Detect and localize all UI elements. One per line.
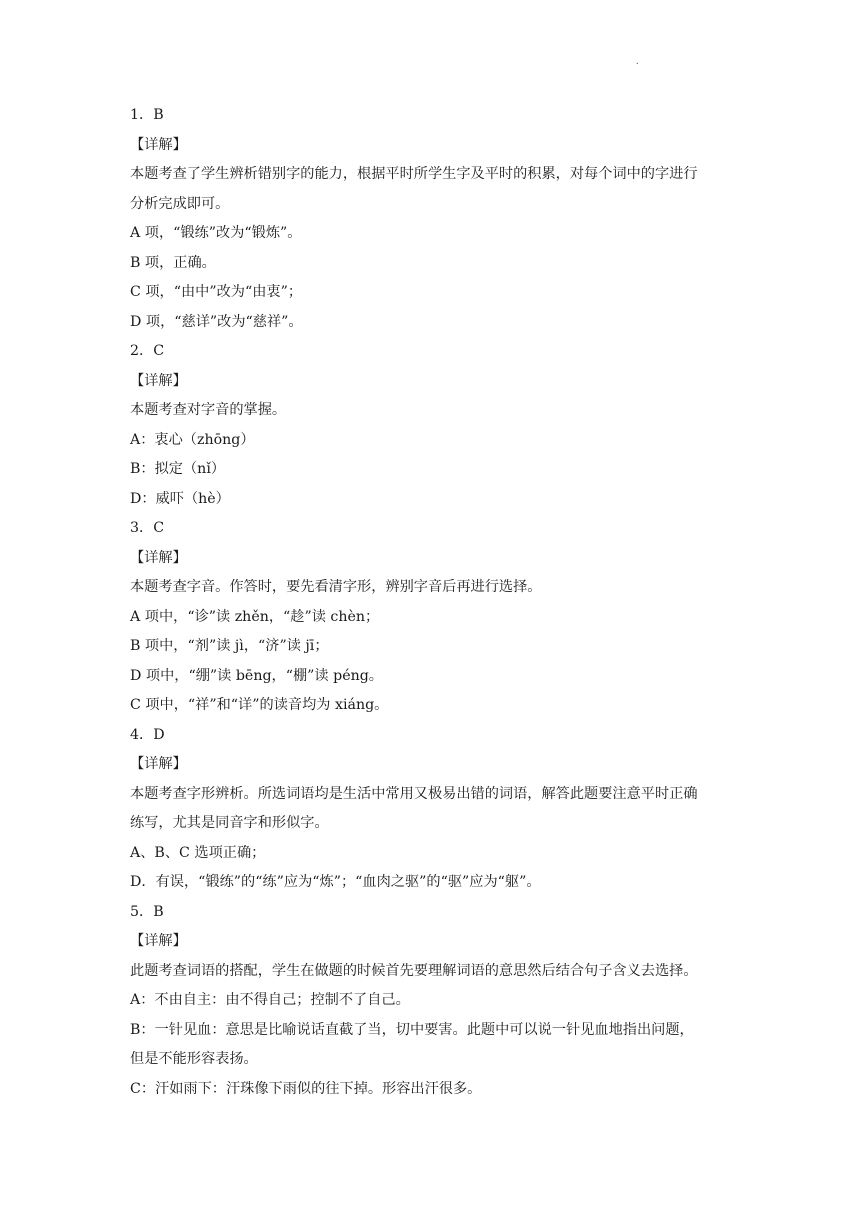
- text-line: B 项中，“剂”读 jì，“济”读 jī；: [130, 638, 329, 654]
- text-line: 练写，尤其是同音字和形似字。: [130, 815, 329, 831]
- detail-label: 【详解】: [130, 549, 187, 566]
- text-line: D．有误，“锻练”的“练”应为“炼”；“血肉之驱”的“驱”应为“躯”。: [130, 874, 541, 890]
- text-line: C 项中，“祥”和“详”的读音均为 xiáng。: [130, 697, 389, 713]
- answer-4-heading: 4．D: [130, 726, 165, 743]
- text-line: A 项中，“诊”读 zhěn，“趁”读 chèn；: [130, 608, 380, 625]
- detail-label: 【详解】: [130, 756, 187, 772]
- text-line: D 项中，“绷”读 bēng，“棚”读 péng。: [130, 667, 383, 684]
- text-line: 此题考查词语的搭配，学生在做题的时候首先要理解词语的意思然后结合句子含义去选择。: [130, 962, 698, 979]
- detail-label: 【详解】: [130, 933, 187, 949]
- text-line: 分析完成即可。: [130, 195, 230, 212]
- text-line: A：衷心（zhōng）: [130, 431, 255, 448]
- answer-1-heading: 1．B: [130, 107, 164, 123]
- text-line: 本题考查了学生辨析错别字的能力，根据平时所学生字及平时的积累，对每个词中的字进行: [130, 166, 698, 182]
- answer-2-heading: 2．C: [130, 343, 165, 359]
- answer-3-heading: 3．C: [130, 520, 165, 536]
- answer-5-heading: 5．B: [130, 903, 164, 920]
- page-marker: .: [636, 56, 639, 67]
- answer-explanations: [130, 101, 736, 1104]
- text-line: C：汗如雨下：汗珠像下雨似的往下掉。形容出汗很多。: [130, 1080, 482, 1097]
- text-line: A、B、C 选项正确；: [130, 844, 266, 861]
- text-line: D：威吓（hè）: [130, 490, 230, 507]
- text-line: 但是不能形容表扬。: [130, 1051, 258, 1067]
- text-line: D 项，“慈详”改为“慈祥”。: [130, 313, 303, 330]
- text-line: B 项，正确。: [130, 254, 216, 271]
- text-line: B：一针见血：意思是比喻说话直截了当，切中要害。此题中可以说一针见血地指出问题，: [130, 1021, 694, 1038]
- text-line: 本题考查字形辨析。所选词语均是生活中常用又极易出错的词语，解答此题要注意平时正确: [130, 785, 698, 802]
- text-line: B：拟定（nǐ）: [130, 461, 226, 477]
- text-line: A 项，“锻练”改为“锻炼”。: [130, 225, 302, 241]
- text-line: A：不由自主：由不得自己；控制不了自己。: [130, 992, 410, 1008]
- detail-label: 【详解】: [130, 372, 187, 389]
- text-line: 本题考查字音。作答时，要先看清字形，辨别字音后再进行选择。: [130, 579, 542, 595]
- detail-label: 【详解】: [130, 136, 187, 153]
- text-line: C 项，“由中”改为“由衷”；: [130, 284, 303, 300]
- text-line: 本题考查对字音的掌握。: [130, 402, 287, 418]
